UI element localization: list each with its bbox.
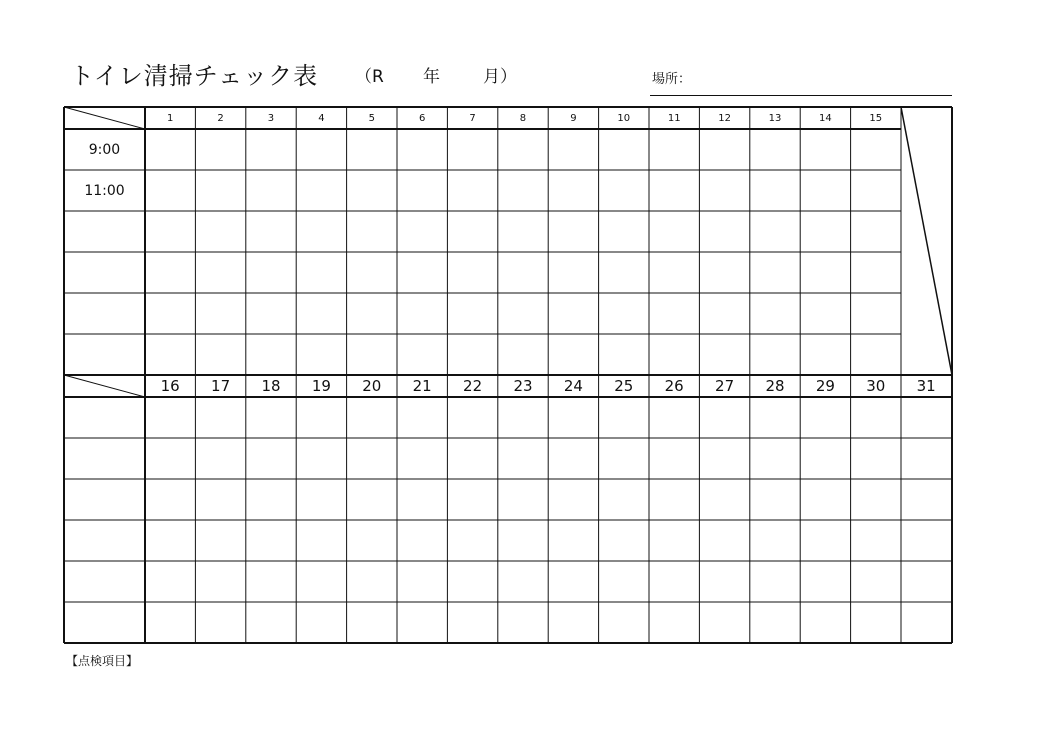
check-cell[interactable] [699, 479, 749, 520]
check-cell[interactable] [347, 293, 397, 334]
check-cell[interactable] [145, 170, 195, 211]
day-header-20: 20 [362, 377, 382, 395]
check-cell[interactable] [649, 252, 699, 293]
day-header-1: 1 [167, 112, 174, 124]
check-cell[interactable] [145, 520, 195, 561]
check-cell[interactable] [447, 602, 497, 643]
day-header-13: 13 [768, 112, 782, 124]
day-header-21: 21 [412, 377, 432, 395]
day-header-23: 23 [513, 377, 533, 395]
check-cell[interactable] [246, 211, 296, 252]
day-header-22: 22 [463, 377, 483, 395]
check-cell[interactable] [750, 561, 800, 602]
check-cell[interactable] [145, 397, 195, 438]
check-cell[interactable] [649, 602, 699, 643]
check-cell[interactable] [145, 602, 195, 643]
bottom-corner-slash [64, 375, 145, 397]
day-header-7: 7 [469, 112, 476, 124]
check-cell[interactable] [750, 252, 800, 293]
day-header-27: 27 [715, 377, 735, 395]
check-cell[interactable] [851, 211, 901, 252]
day-header-9: 9 [570, 112, 577, 124]
check-cell[interactable] [397, 438, 447, 479]
check-cell[interactable] [195, 397, 245, 438]
check-cell[interactable] [599, 170, 649, 211]
check-cell[interactable] [447, 252, 497, 293]
check-cell[interactable] [800, 334, 850, 375]
inspection-items-label: 【点検項目】 [66, 654, 139, 668]
check-cell[interactable] [447, 170, 497, 211]
check-cell[interactable] [851, 129, 901, 170]
check-cell[interactable] [347, 561, 397, 602]
check-cell[interactable] [246, 170, 296, 211]
check-cell[interactable] [498, 129, 548, 170]
day-header-18: 18 [261, 377, 281, 395]
period-month-label: 月） [483, 67, 517, 87]
check-cell[interactable] [548, 520, 598, 561]
check-cell[interactable] [649, 561, 699, 602]
check-cell[interactable] [195, 252, 245, 293]
check-cell[interactable] [447, 561, 497, 602]
check-cell[interactable] [599, 479, 649, 520]
check-cell[interactable] [851, 602, 901, 643]
day-header-30: 30 [866, 377, 886, 395]
check-cell[interactable] [498, 479, 548, 520]
check-cell[interactable] [548, 170, 598, 211]
check-cell[interactable] [397, 334, 447, 375]
check-cell[interactable] [447, 129, 497, 170]
check-cell[interactable] [548, 479, 598, 520]
check-cell[interactable] [901, 602, 951, 643]
check-cell[interactable] [800, 211, 850, 252]
check-cell[interactable] [347, 397, 397, 438]
check-cell[interactable] [246, 397, 296, 438]
check-cell[interactable] [649, 211, 699, 252]
check-cell[interactable] [447, 334, 497, 375]
check-cell[interactable] [548, 252, 598, 293]
check-cell[interactable] [750, 520, 800, 561]
check-cell[interactable] [246, 561, 296, 602]
check-cell[interactable] [800, 602, 850, 643]
check-cell[interactable] [447, 520, 497, 561]
check-cell[interactable] [800, 397, 850, 438]
check-cell[interactable] [145, 479, 195, 520]
day-header-8: 8 [519, 112, 527, 124]
day-header-19: 19 [311, 377, 331, 395]
check-cell[interactable] [800, 561, 850, 602]
check-cell[interactable] [397, 129, 447, 170]
check-cell[interactable] [195, 561, 245, 602]
day-header-6: 6 [419, 112, 426, 124]
check-cell[interactable] [498, 602, 548, 643]
check-cell[interactable] [246, 479, 296, 520]
check-cell[interactable] [649, 520, 699, 561]
check-cell[interactable] [447, 397, 497, 438]
check-cell[interactable] [195, 293, 245, 334]
check-cell[interactable] [296, 211, 346, 252]
check-cell[interactable] [800, 293, 850, 334]
day-header-17: 17 [211, 377, 231, 395]
check-cell[interactable] [447, 293, 497, 334]
day-header-24: 24 [563, 377, 583, 395]
day-header-2: 2 [217, 112, 224, 124]
row-label[interactable] [64, 438, 145, 479]
check-cell[interactable] [699, 397, 749, 438]
check-cell[interactable] [195, 211, 245, 252]
check-cell[interactable] [649, 438, 699, 479]
check-cell[interactable] [699, 211, 749, 252]
check-cell[interactable] [750, 334, 800, 375]
check-cell[interactable] [397, 170, 447, 211]
check-cell[interactable] [447, 479, 497, 520]
check-cell[interactable] [296, 334, 346, 375]
check-cell[interactable] [599, 211, 649, 252]
check-cell[interactable] [145, 129, 195, 170]
check-cell[interactable] [195, 479, 245, 520]
row-label[interactable] [64, 602, 145, 643]
check-cell[interactable] [347, 252, 397, 293]
check-cell[interactable] [851, 293, 901, 334]
check-cell[interactable] [750, 479, 800, 520]
day-header-15: 15 [869, 112, 883, 124]
check-cell[interactable] [498, 252, 548, 293]
check-cell[interactable] [901, 479, 951, 520]
check-cell[interactable] [397, 479, 447, 520]
check-cell[interactable] [548, 211, 598, 252]
location-label: 場所： [652, 72, 692, 87]
check-cell[interactable] [750, 602, 800, 643]
period-era: （R [355, 67, 384, 87]
check-cell[interactable] [498, 397, 548, 438]
check-cell[interactable] [548, 397, 598, 438]
check-cell[interactable] [296, 129, 346, 170]
check-cell[interactable] [548, 561, 598, 602]
check-cell[interactable] [246, 602, 296, 643]
check-cell[interactable] [649, 129, 699, 170]
check-cell[interactable] [447, 438, 497, 479]
check-cell[interactable] [498, 293, 548, 334]
row-label[interactable] [64, 520, 145, 561]
check-cell[interactable] [498, 170, 548, 211]
check-cell[interactable] [296, 293, 346, 334]
check-cell[interactable] [347, 170, 397, 211]
check-cell[interactable] [195, 334, 245, 375]
check-cell[interactable] [699, 561, 749, 602]
check-cell[interactable] [851, 170, 901, 211]
check-cell[interactable] [750, 438, 800, 479]
day-header-3: 3 [267, 112, 275, 124]
check-cell[interactable] [599, 561, 649, 602]
check-cell[interactable] [800, 438, 850, 479]
check-cell[interactable] [750, 129, 800, 170]
check-cell[interactable] [397, 397, 447, 438]
check-cell[interactable] [649, 397, 699, 438]
check-cell[interactable] [145, 211, 195, 252]
check-cell[interactable] [699, 334, 749, 375]
page-title: トイレ清掃チェック表 [70, 62, 319, 90]
day-header-16: 16 [160, 377, 180, 395]
check-cell[interactable] [498, 561, 548, 602]
day-header-4: 4 [318, 112, 325, 124]
check-cell[interactable] [548, 129, 598, 170]
row-label[interactable] [64, 397, 145, 438]
check-cell[interactable] [699, 129, 749, 170]
check-cell[interactable] [901, 561, 951, 602]
check-cell[interactable] [851, 520, 901, 561]
check-cell[interactable] [599, 252, 649, 293]
check-cell[interactable] [599, 438, 649, 479]
check-cell[interactable] [699, 602, 749, 643]
check-cell[interactable] [347, 479, 397, 520]
check-cell[interactable] [296, 561, 346, 602]
check-cell[interactable] [599, 293, 649, 334]
check-cell[interactable] [800, 170, 850, 211]
check-cell[interactable] [599, 397, 649, 438]
check-cell[interactable] [649, 170, 699, 211]
check-cell[interactable] [599, 602, 649, 643]
check-cell[interactable] [447, 211, 497, 252]
check-cell[interactable] [548, 438, 598, 479]
check-cell[interactable] [145, 293, 195, 334]
check-cell[interactable] [800, 520, 850, 561]
check-cell[interactable] [347, 438, 397, 479]
check-cell[interactable] [397, 293, 447, 334]
day-header-29: 29 [815, 377, 835, 395]
check-cell[interactable] [901, 397, 951, 438]
check-cell[interactable] [347, 129, 397, 170]
check-cell[interactable] [699, 520, 749, 561]
check-cell[interactable] [145, 438, 195, 479]
check-cell[interactable] [599, 520, 649, 561]
check-cell[interactable] [649, 293, 699, 334]
check-cell[interactable] [347, 211, 397, 252]
check-cell[interactable] [548, 334, 598, 375]
check-cell[interactable] [296, 520, 346, 561]
row-label[interactable] [64, 561, 145, 602]
check-cell[interactable] [649, 479, 699, 520]
check-cell[interactable] [296, 479, 346, 520]
unused-column-slash [901, 107, 952, 375]
check-cell[interactable] [901, 520, 951, 561]
check-cell[interactable] [246, 129, 296, 170]
time-label[interactable]: 11:00 [84, 182, 125, 199]
time-label[interactable] [64, 293, 145, 334]
check-cell[interactable] [750, 397, 800, 438]
check-cell[interactable] [246, 438, 296, 479]
check-cell[interactable] [246, 520, 296, 561]
check-cell[interactable] [498, 211, 548, 252]
row-label[interactable] [64, 479, 145, 520]
check-cell[interactable] [347, 520, 397, 561]
check-cell[interactable] [800, 129, 850, 170]
check-cell[interactable] [145, 561, 195, 602]
check-cell[interactable] [498, 334, 548, 375]
check-cell[interactable] [851, 479, 901, 520]
check-cell[interactable] [246, 293, 296, 334]
check-cell[interactable] [296, 397, 346, 438]
check-cell[interactable] [901, 438, 951, 479]
check-cell[interactable] [800, 479, 850, 520]
check-cell[interactable] [548, 293, 598, 334]
check-cell[interactable] [246, 334, 296, 375]
check-cell[interactable] [347, 602, 397, 643]
check-cell[interactable] [851, 561, 901, 602]
check-cell[interactable] [397, 602, 447, 643]
check-cell[interactable] [296, 170, 346, 211]
check-cell[interactable] [296, 438, 346, 479]
check-cell[interactable] [851, 334, 901, 375]
check-cell[interactable] [498, 438, 548, 479]
check-cell[interactable] [699, 438, 749, 479]
check-cell[interactable] [195, 129, 245, 170]
top-corner-slash [64, 107, 145, 129]
check-cell[interactable] [649, 334, 699, 375]
day-header-10: 10 [617, 112, 631, 124]
check-cell[interactable] [548, 602, 598, 643]
check-cell[interactable] [851, 252, 901, 293]
check-cell[interactable] [296, 252, 346, 293]
check-cell[interactable] [145, 334, 195, 375]
time-label[interactable] [64, 252, 145, 293]
check-cell[interactable] [498, 520, 548, 561]
check-cell[interactable] [851, 397, 901, 438]
check-cell[interactable] [246, 252, 296, 293]
day-header-12: 12 [718, 112, 731, 124]
day-header-11: 11 [667, 112, 681, 124]
check-cell[interactable] [195, 520, 245, 561]
day-header-25: 25 [614, 377, 634, 395]
time-label[interactable] [64, 334, 145, 375]
check-cell[interactable] [145, 252, 195, 293]
period-year-label: 年 [423, 67, 440, 87]
check-cell[interactable] [699, 170, 749, 211]
day-header-5: 5 [368, 112, 375, 124]
check-cell[interactable] [397, 520, 447, 561]
check-cell[interactable] [347, 334, 397, 375]
check-cell[interactable] [699, 293, 749, 334]
check-cell[interactable] [800, 252, 850, 293]
check-cell[interactable] [397, 252, 447, 293]
check-cell[interactable] [599, 334, 649, 375]
time-label[interactable] [64, 211, 145, 252]
check-cell[interactable] [195, 602, 245, 643]
check-cell[interactable] [750, 293, 800, 334]
check-cell[interactable] [750, 170, 800, 211]
check-cell[interactable] [195, 438, 245, 479]
check-cell[interactable] [397, 561, 447, 602]
check-cell[interactable] [699, 252, 749, 293]
check-cell[interactable] [397, 211, 447, 252]
check-cell[interactable] [599, 129, 649, 170]
time-label[interactable]: 9:00 [88, 141, 121, 158]
check-cell[interactable] [750, 211, 800, 252]
check-cell[interactable] [296, 602, 346, 643]
check-cell[interactable] [851, 438, 901, 479]
day-header-28: 28 [765, 377, 785, 395]
day-header-26: 26 [664, 377, 684, 395]
day-header-31: 31 [916, 377, 936, 395]
check-cell[interactable] [195, 170, 245, 211]
day-header-14: 14 [819, 112, 832, 124]
